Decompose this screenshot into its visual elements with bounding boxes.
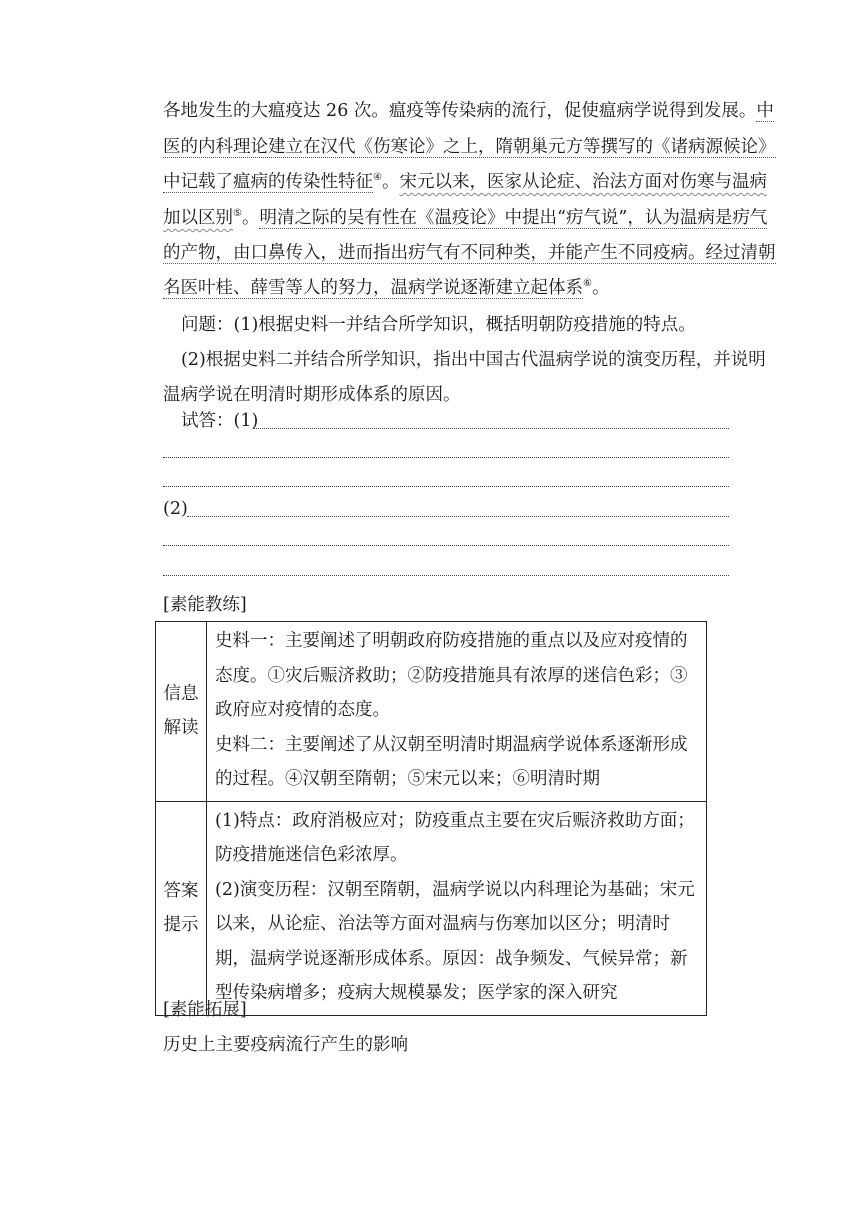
question-1: 问题：(1)根据史料一并结合所学知识，概括明朝防疫措施的特点。	[181, 315, 696, 335]
passage-text: 。	[241, 208, 260, 228]
row-content-info	[207, 622, 707, 802]
passage-text: 。	[381, 172, 400, 192]
table-line: 防疫措施迷信色彩浓厚。	[215, 845, 408, 865]
footnote-marker: ⑥	[583, 278, 592, 290]
table-line: 史料二：主要阐述了从汉朝至明清时期温病学说体系逐渐形成	[215, 734, 688, 755]
section-heading-coaching: [素能教练]	[163, 595, 247, 615]
passage-dotted-text: 的产物，由口鼻传入，进而指出疠气有不同种类，并能产生不同疫病。经过清朝	[163, 243, 776, 263]
footnote-marker: ⑤	[233, 208, 242, 220]
passage-text: 。	[591, 278, 610, 298]
answer-blank[interactable]	[163, 486, 729, 487]
answer-line-4[interactable]	[163, 497, 729, 521]
passage-dotted-text: 明清之际的吴有性在《温疫论》中提出“疠气说”，认为温病是疠气	[259, 208, 768, 228]
table-line: (2)演变历程：汉朝至隋朝，温病学说以内科理论为基础；宋元	[215, 879, 695, 900]
footnote-marker: ④	[373, 172, 382, 184]
subtitle: 历史上主要疫病流行产生的影响	[163, 1035, 408, 1055]
info-table	[155, 621, 707, 1016]
table-line: 期，温病学说逐渐形成体系。原因：战争频发、气候异常；新	[215, 948, 688, 969]
passage-text: 各地发生的大瘟疫达 26 次。瘟疫等传染病的流行，促使瘟病学说得到发展。	[163, 101, 757, 121]
answer-line-1[interactable]	[163, 409, 729, 433]
row-content-answer	[207, 801, 707, 1015]
passage-dotted-text: 中记载了瘟病的传染性特征	[163, 172, 373, 192]
answer-blank[interactable]	[253, 428, 729, 429]
passage-line-4	[163, 203, 767, 233]
answer-blank[interactable]	[163, 545, 729, 546]
passage-line-5	[163, 238, 776, 268]
question-2-line-1: (2)根据史料二并结合所学知识，指出中国古代温病学说的演变历程，并说明	[181, 350, 766, 370]
table-line: (1)特点：政府消极应对；防疫重点主要在灾后赈济救助方面；	[215, 810, 695, 831]
answer-blank[interactable]	[163, 575, 729, 576]
row-header-answer: 答案 提示	[156, 801, 207, 1015]
passage-line-2	[163, 132, 776, 162]
answer-label-2: (2)	[163, 499, 188, 519]
passage-dotted-text: 名医叶桂、薛雪等人的努力，温病学说逐渐建立起体系	[163, 278, 583, 298]
row-header-info: 信息 解读	[156, 622, 207, 802]
question-2-line-2: 温病学说在明清时期形成体系的原因。	[163, 385, 461, 405]
table-line: 以来，从论症、治法等方面对温病与伤寒加以区分；明清时	[215, 914, 670, 934]
table-line: 政府应对疫情的态度。	[215, 700, 390, 720]
answer-blank[interactable]	[187, 516, 729, 517]
passage-dotted-text: 医的内科理论建立在汉代《伤寒论》之上，隋朝巢元方等撰写的《诸病源候论》	[163, 137, 776, 157]
passage-wavy-text: 宋元以来，医家从论症、治法方面对伤寒与温病	[399, 172, 767, 192]
answer-blank[interactable]	[163, 457, 729, 458]
table-line: 型传染病增多；疫病大规模暴发；医学家的深入研究	[215, 983, 618, 1003]
passage-line-1	[163, 96, 774, 126]
section-heading-extension: [素能拓展]	[163, 1000, 247, 1020]
table-line: 的过程。④汉朝至隋朝；⑤宋元以来；⑥明清时期	[215, 769, 600, 789]
answer-label-1: 试答：(1)	[181, 411, 259, 431]
passage-line-6	[163, 273, 609, 303]
table-row	[156, 801, 707, 1015]
answer-line-5[interactable]	[163, 526, 729, 550]
answer-line-2[interactable]	[163, 438, 729, 462]
passage-dotted-text: 中	[756, 101, 774, 121]
table-line: 态度。①灾后赈济救助；②防疫措施具有浓厚的迷信色彩；③	[215, 665, 688, 686]
passage-wavy-text: 加以区别	[163, 208, 233, 228]
answer-line-3[interactable]	[163, 467, 729, 491]
table-line: 史料一：主要阐述了明朝政府防疫措施的重点以及应对疫情的	[215, 631, 688, 651]
answer-line-6[interactable]	[163, 556, 729, 580]
table-row	[156, 622, 707, 802]
passage-line-3	[163, 167, 767, 197]
